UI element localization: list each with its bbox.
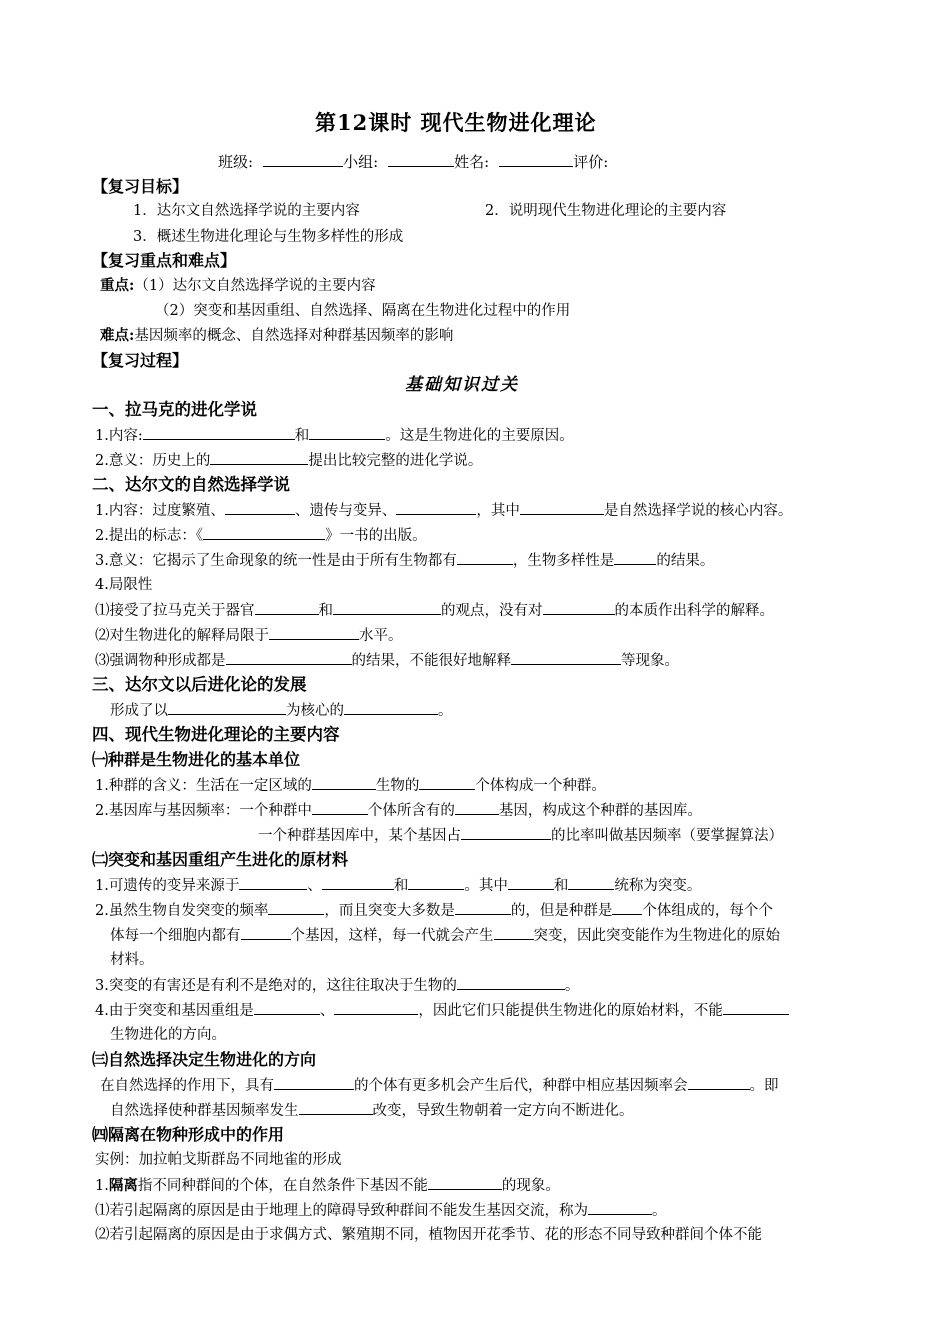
text-fragment: 自然选择使种群基因频率发生 [110,1103,299,1119]
text-fragment: ⑵对生物进化的解释局限于 [95,628,269,644]
blank[interactable] [723,999,789,1015]
text-fragment: 为核心的 [286,703,344,719]
blank[interactable] [203,524,325,540]
group-label: 小组: [343,153,379,171]
blank[interactable] [269,624,359,640]
text-fragment: 的观点，没有对 [441,603,543,619]
text-fragment: 和 [318,603,333,619]
part-1-heading: ㈠种群是生物进化的基本单位 [92,750,301,769]
p2-line-1 [95,874,701,897]
text-fragment: 。 [438,703,453,719]
text-fragment: 。 [564,978,580,994]
text-fragment: 生物的 [375,778,420,794]
blank[interactable] [461,824,551,840]
blank[interactable] [254,999,320,1015]
text-fragment: 2.意义：历史上的 [95,453,211,469]
part-4-heading: ㈣隔离在物种形成中的作用 [92,1125,285,1144]
text-fragment: 的比率叫做基因频率（要掌握算法） [551,828,783,844]
blank[interactable] [688,1074,750,1090]
header-fields [218,151,608,173]
section-1-heading: 一、拉马克的进化学说 [92,400,257,419]
text-fragment: 1.内容: [95,428,143,444]
text-fragment: 4.由于突变和基因重组是 [95,1003,254,1019]
blank[interactable] [588,1199,652,1215]
text-fragment: 、遗传与变异、 [294,503,397,519]
blank[interactable] [143,424,295,440]
blank[interactable] [334,999,418,1015]
blank[interactable] [225,499,295,515]
text-fragment: 、 [307,878,322,894]
text-fragment: 和 [393,878,409,894]
group-blank[interactable] [388,151,454,167]
text-fragment: 基因，构成这个种群的基因库。 [498,803,702,819]
p2-line-6 [95,999,789,1022]
text-fragment: 的结果。 [656,553,715,569]
p4-line-1: 实例：加拉帕戈斯群岛不同地雀的形成 [95,1152,342,1168]
s2-line-1 [95,499,792,522]
s2-line-2 [95,524,427,547]
diff-line [100,325,453,347]
process-heading: 【复习过程】 [92,351,189,370]
key-label: 重点: [100,277,135,294]
p3-line-2 [110,1099,634,1122]
text-fragment: 个体所含有的 [367,803,455,819]
blank[interactable] [344,699,438,715]
blank[interactable] [312,799,368,815]
text-fragment: 》一书的出版。 [325,528,427,544]
part-3-heading: ㈢自然选择决定生物进化的方向 [92,1050,317,1069]
text-fragment: 、 [319,1003,335,1019]
basic-heading: 基础知识过关 [405,375,519,395]
text-fragment: 的个体有更多机会产生后代，种群中相应基因频率会 [354,1078,688,1094]
s2-line-6 [95,624,403,647]
blank[interactable] [210,449,308,465]
text-fragment: 突变，因此突变能作为生物进化的原始 [533,928,780,944]
text-fragment: 体每一个细胞内都有 [110,928,241,944]
class-label: 班级: [218,153,254,171]
blank[interactable] [309,424,385,440]
text-fragment: 的本质作出科学的解释。 [614,603,774,619]
blank[interactable] [268,899,324,915]
page-title: 第12课时 现代生物进化理论 [315,110,597,135]
blank[interactable] [511,649,621,665]
p4-line-4: ⑵若引起隔离的原因是由于求偶方式、繁殖期不同，植物因开花季节、花的形态不同导致种群间个体不能 [95,1227,762,1243]
class-blank[interactable] [263,151,343,167]
section-3-heading: 三、达尔文以后进化论的发展 [92,675,307,694]
text-fragment: 。即 [749,1078,779,1094]
blank[interactable] [457,974,565,990]
p2-line-4: 材料。 [110,952,154,968]
blank[interactable] [168,699,286,715]
p4-line-2 [95,1174,560,1197]
key-item-1: （1）达尔文自然选择学说的主要内容 [134,278,376,294]
text-fragment: ，生物多样性是 [512,553,615,569]
text-fragment: 的，但是种群是 [510,903,613,919]
blank[interactable] [274,1074,354,1090]
blank[interactable] [333,599,441,615]
text-fragment: 改变，导致生物朝着一定方向不断进化。 [372,1103,634,1119]
blank[interactable] [322,874,394,890]
text-fragment: 。 [652,1203,667,1219]
text-fragment: 。其中 [464,878,508,894]
text-fragment: 个体组成的，每个个 [642,903,773,919]
p2-line-3 [110,924,780,947]
blank[interactable] [428,1174,502,1190]
text-fragment: 1.种群的含义：生活在一定区域的 [95,778,312,794]
part-2-heading: ㈡突变和基因重组产生进化的原材料 [92,850,349,869]
key-heading: 【复习重点和难点】 [92,251,237,270]
text-fragment: 在自然选择的作用下，具有 [100,1078,274,1094]
blank[interactable] [241,924,291,940]
text-fragment: 等现象。 [621,653,679,669]
blank[interactable] [494,924,534,940]
text-fragment: 的结果，不能很好地解释 [351,653,511,669]
text-fragment: 3.突变的有害还是有利不是绝对的，这往往取决于生物的 [95,978,457,994]
p2-line-7: 生物进化的方向。 [110,1027,226,1043]
text-fragment: ⑴接受了拉马克关于器官 [95,603,255,619]
text-fragment: 1.可遗传的变异来源于 [95,878,240,894]
blank[interactable] [543,599,615,615]
goal-item-2: 2．说明现代生物进化理论的主要内容 [485,203,727,219]
blank[interactable] [614,549,656,565]
section-4-heading: 四、现代生物进化理论的主要内容 [92,725,340,744]
text-fragment: 一个种群基因库中，某个基因占 [258,828,461,844]
eval-label: 评价: [573,153,609,171]
s2-line-7 [95,649,679,672]
p1-line-3 [258,824,783,847]
name-blank[interactable] [499,151,573,167]
s3-line-1 [110,699,453,722]
text-fragment: 和 [553,878,569,894]
p2-line-2 [95,899,773,922]
p1-line-2 [95,799,702,822]
p1-line-1 [95,774,606,797]
blank[interactable] [226,649,352,665]
s2-line-4: 4.局限性 [95,577,153,593]
text-fragment: 3.意义：它揭示了生命现象的统一性是由于所有生物都有 [95,553,457,569]
blank[interactable] [299,1099,373,1115]
blank[interactable] [508,874,554,890]
text-fragment: 1. [95,1178,109,1194]
text-fragment: ，其中 [476,503,520,519]
blank[interactable] [312,774,376,790]
text-fragment: 。这是生物进化的主要原因。 [385,428,574,444]
key-item-2: （2）突变和基因重组、自然选择、隔离在生物进化过程中的作用 [155,303,571,319]
text-fragment: 个体构成一个种群。 [475,778,606,794]
s2-line-5 [95,599,774,622]
text-fragment: 1.内容：过度繁殖、 [95,503,225,519]
blank[interactable] [455,799,499,815]
blank[interactable] [419,774,475,790]
goals-heading: 【复习目标】 [92,177,189,196]
p3-line-1 [100,1074,779,1097]
blank[interactable] [568,874,614,890]
text-fragment: ⑴若引起隔离的原因是由于地理上的障碍导致种群间不能发生基因交流，称为 [95,1203,588,1219]
diff-label: 难点: [100,327,135,344]
text-fragment: 和 [294,428,310,444]
goal-item-1: 1．达尔文自然选择学说的主要内容 [133,203,360,219]
text-fragment: 水平。 [359,628,403,644]
blank[interactable] [255,599,319,615]
text-fragment: 2.提出的标志：《 [95,528,204,544]
text-fragment: ，而且突变大多数是 [324,903,455,919]
blank[interactable] [408,874,464,890]
text-fragment: 个基因，这样，每一代就会产生 [290,928,494,944]
blank[interactable] [239,874,307,890]
text-fragment: ，因此它们只能提供生物进化的原始材料，不能 [418,1003,723,1019]
text-fragment: 是自然选择学说的核心内容。 [603,503,793,519]
diff-text: 基因频率的概念、自然选择对种群基因频率的影响 [134,328,454,344]
isolation-term: 隔离 [108,1177,138,1194]
blank[interactable] [612,899,642,915]
blank[interactable] [520,499,604,515]
s1-line-1 [95,424,574,447]
p2-line-5 [95,974,579,997]
text-fragment: ⑶强调物种形成都是 [95,653,226,669]
s1-line-2 [95,449,482,472]
text-fragment: 2.基因库与基因频率：一个种群中 [95,803,312,819]
p4-line-3 [95,1199,667,1222]
section-2-heading: 二、达尔文的自然选择学说 [92,475,290,494]
key-line-1 [100,275,376,297]
blank[interactable] [455,899,511,915]
text-fragment: 形成了以 [110,703,168,719]
text-fragment: 提出比较完整的进化学说。 [308,453,483,469]
text-fragment: 2.虽然生物自发突变的频率 [95,903,269,919]
text-fragment: 指不同种群间的个体，在自然条件下基因不能 [137,1178,428,1194]
text-fragment: 的现象。 [501,1178,560,1194]
text-fragment: 统称为突变。 [614,878,702,894]
s2-line-3 [95,549,714,572]
blank[interactable] [457,549,513,565]
blank[interactable] [396,499,476,515]
name-label: 姓名: [454,153,490,171]
goal-item-3: 3．概述生物进化理论与生物多样性的形成 [133,229,404,245]
